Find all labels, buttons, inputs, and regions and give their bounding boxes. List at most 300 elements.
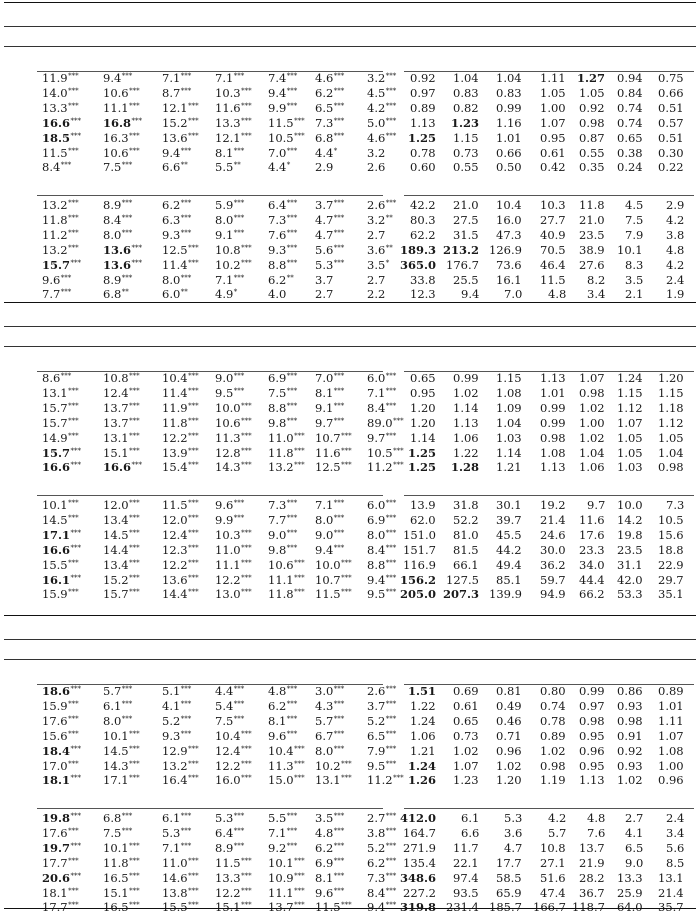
table-cell: 16.0 xyxy=(496,212,522,227)
table-cell: 25.9 xyxy=(617,885,643,900)
table-cell: 164.7 xyxy=(403,825,436,840)
table-cell: 10.8*** xyxy=(103,371,140,385)
table-cell: 35.7 xyxy=(658,900,684,914)
table-cell: 7.1*** xyxy=(162,71,192,85)
table-cell: 1.13 xyxy=(410,115,436,130)
table-cell: 52.2 xyxy=(453,512,479,527)
table-cell: 11.0*** xyxy=(162,855,199,870)
table-cell: 0.84 xyxy=(617,85,643,100)
table-cell: 13.4*** xyxy=(103,512,140,527)
block-title-rule-left xyxy=(37,808,383,809)
table-cell: 0.55 xyxy=(453,160,479,175)
table-cell: 7.5*** xyxy=(103,825,133,840)
table-cell: 4.3*** xyxy=(315,698,345,713)
table-cell: 13.0*** xyxy=(215,587,252,602)
table-cell: 7.5 xyxy=(625,212,644,227)
table-cell: 45.5 xyxy=(496,527,522,542)
table-cell: 1.15 xyxy=(453,130,479,145)
table-cell: 11.3*** xyxy=(215,430,252,445)
table-cell: 8.4*** xyxy=(367,885,397,900)
panel-top-rule xyxy=(4,302,696,303)
table-cell: 11.6 xyxy=(579,512,605,527)
table-cell: 59.7 xyxy=(540,572,566,587)
table-cell: 0.96 xyxy=(496,743,522,758)
table-cell: 2.7 xyxy=(315,287,334,302)
table-cell: 13.1 xyxy=(658,870,684,885)
table-cell: 6.8*** xyxy=(315,130,345,145)
table-cell: 12.3 xyxy=(410,287,436,302)
table-cell: 9.0 xyxy=(625,855,644,870)
table-cell: 4.8*** xyxy=(268,684,298,698)
table-cell: 1.12 xyxy=(617,400,643,415)
table-cell: 1.03 xyxy=(496,430,522,445)
table-cell: 16.6*** xyxy=(42,115,82,130)
table-cell: 7.6*** xyxy=(268,227,298,242)
table-cell: 4.2 xyxy=(666,212,685,227)
table-cell: 5.2*** xyxy=(367,840,397,855)
table-cell: 3.7*** xyxy=(315,198,345,212)
table-cell: 0.93 xyxy=(617,758,643,773)
table-cell: 10.6*** xyxy=(268,557,305,572)
table-cell: 14.6*** xyxy=(162,870,199,885)
table-cell: 1.08 xyxy=(496,385,522,400)
table-cell: 10.4*** xyxy=(268,743,305,758)
k-header-rule xyxy=(4,346,696,347)
table-cell: 8.0*** xyxy=(315,743,345,758)
table-cell: 1.01 xyxy=(540,385,566,400)
table-cell: 0.83 xyxy=(453,85,479,100)
table-cell: 1.02 xyxy=(579,400,605,415)
table-cell: 8.0*** xyxy=(315,512,345,527)
table-cell: 6.5*** xyxy=(367,728,397,743)
table-cell: 1.01 xyxy=(496,130,522,145)
table-cell: 21.0 xyxy=(579,212,605,227)
table-cell: 2.7 xyxy=(367,227,386,242)
table-cell: 13.3*** xyxy=(215,870,252,885)
table-cell: 11.6*** xyxy=(315,445,352,460)
table-cell: 11.2*** xyxy=(367,773,404,788)
table-cell: 10.1*** xyxy=(103,728,140,743)
table-cell: 1.00 xyxy=(658,758,684,773)
table-cell: 1.26 xyxy=(408,773,437,788)
table-cell: 0.99 xyxy=(496,100,522,115)
table-cell: 6.4*** xyxy=(268,198,298,212)
table-cell: 1.25 xyxy=(408,445,437,460)
table-cell: 21.4 xyxy=(658,885,684,900)
table-cell: 97.4 xyxy=(453,870,479,885)
table-cell: 19.7*** xyxy=(42,840,82,855)
table-cell: 7.5*** xyxy=(103,160,133,175)
table-cell: 9.5*** xyxy=(367,758,397,773)
table-cell: 1.05 xyxy=(617,430,643,445)
table-bottom-rule xyxy=(4,908,696,909)
table-cell: 3.2 xyxy=(367,145,386,160)
table-cell: 65.9 xyxy=(496,885,522,900)
table-cell: 185.7 xyxy=(489,900,522,914)
table-cell: 16.4*** xyxy=(162,773,199,788)
table-cell: 93.5 xyxy=(453,885,479,900)
table-cell: 8.0*** xyxy=(215,212,245,227)
table-cell: 5.3 xyxy=(504,811,523,825)
table-cell: 10.8 xyxy=(540,840,566,855)
table-cell: 81.5 xyxy=(453,542,479,557)
table-cell: 9.6*** xyxy=(315,885,345,900)
table-cell: 10.1*** xyxy=(268,855,305,870)
table-cell: 9.3*** xyxy=(268,242,298,257)
table-cell: 11.8*** xyxy=(103,855,140,870)
table-cell: 1.25 xyxy=(408,130,437,145)
table-cell: 11.3*** xyxy=(268,758,305,773)
table-cell: 0.38 xyxy=(617,145,643,160)
table-cell: 0.51 xyxy=(658,130,684,145)
table-cell: 40.9 xyxy=(540,227,566,242)
table-cell: 2.6*** xyxy=(367,684,397,698)
table-cell: 12.5*** xyxy=(162,242,199,257)
table-cell: 10.5*** xyxy=(268,130,305,145)
table-cell: 23.5 xyxy=(579,227,605,242)
table-cell: 15.7*** xyxy=(42,445,82,460)
table-cell: 10.6*** xyxy=(103,145,140,160)
table-cell: 47.4 xyxy=(540,885,566,900)
table-cell: 17.1*** xyxy=(103,773,140,788)
table-cell: 13.3*** xyxy=(215,115,252,130)
table-cell: 4.5*** xyxy=(367,85,397,100)
table-cell: 9.8*** xyxy=(268,542,298,557)
table-cell: 8.9*** xyxy=(215,840,245,855)
table-cell: 6.5*** xyxy=(315,100,345,115)
table-cell: 8.0*** xyxy=(367,527,397,542)
table-cell: 5.7*** xyxy=(315,713,345,728)
table-cell: 8.9*** xyxy=(103,272,133,287)
table-cell: 0.65 xyxy=(453,713,479,728)
table-cell: 7.7*** xyxy=(268,512,298,527)
table-cell: 6.1*** xyxy=(103,698,133,713)
table-cell: 80.3 xyxy=(410,212,436,227)
table-cell: 4.5 xyxy=(625,198,644,212)
table-cell: 12.0*** xyxy=(103,498,140,512)
table-cell: 2.7*** xyxy=(367,811,397,825)
table-cell: 0.73 xyxy=(453,728,479,743)
table-cell: 1.20 xyxy=(410,415,436,430)
table-cell: 8.4*** xyxy=(367,400,397,415)
table-cell: 35.1 xyxy=(658,587,684,602)
table-cell: 9.2*** xyxy=(268,840,298,855)
table-cell: 15.7*** xyxy=(42,257,82,272)
table-cell: 5.5*** xyxy=(268,811,298,825)
table-cell: 10.4*** xyxy=(162,371,199,385)
table-cell: 139.9 xyxy=(489,587,522,602)
table-cell: 13.3*** xyxy=(42,100,79,115)
table-cell: 365.0 xyxy=(400,257,437,272)
table-cell: 16.5*** xyxy=(103,900,140,914)
table-cell: 0.89 xyxy=(658,684,684,698)
table-cell: 4.4* xyxy=(268,160,291,175)
table-cell: 4.1*** xyxy=(162,698,192,713)
table-cell: 11.1*** xyxy=(215,557,252,572)
table-cell: 135.4 xyxy=(403,855,436,870)
table-cell: 0.99 xyxy=(540,415,566,430)
table-cell: 30.0 xyxy=(540,542,566,557)
table-cell: 66.2 xyxy=(579,587,605,602)
table-cell: 3.7 xyxy=(315,272,334,287)
table-cell: 0.92 xyxy=(410,71,436,85)
table-cell: 3.5 xyxy=(625,272,644,287)
table-cell: 8.1*** xyxy=(315,870,345,885)
table-cell: 15.2*** xyxy=(162,115,199,130)
table-cell: 15.7*** xyxy=(42,400,79,415)
table-cell: 0.89 xyxy=(540,728,566,743)
table-cell: 4.7 xyxy=(504,840,523,855)
table-cell: 9.7*** xyxy=(367,430,397,445)
table-cell: 9.5*** xyxy=(367,587,397,602)
table-cell: 18.4*** xyxy=(42,743,82,758)
table-cell: 12.1*** xyxy=(162,100,199,115)
table-cell: 30.1 xyxy=(496,498,522,512)
table-cell: 1.07 xyxy=(453,758,479,773)
table-cell: 11.9*** xyxy=(162,400,199,415)
table-cell: 15.1*** xyxy=(103,445,140,460)
table-cell: 15.6*** xyxy=(42,728,79,743)
table-cell: 8.0*** xyxy=(103,713,133,728)
table-cell: 10.3*** xyxy=(215,527,252,542)
block-title-rule-left xyxy=(37,495,383,496)
table-cell: 1.04 xyxy=(496,71,522,85)
table-cell: 5.7*** xyxy=(103,684,133,698)
table-cell: 9.6*** xyxy=(268,728,298,743)
table-cell: 17.7 xyxy=(496,855,522,870)
table-cell: 0.96 xyxy=(658,773,684,788)
table-cell: 0.80 xyxy=(540,684,566,698)
table-cell: 0.87 xyxy=(579,130,605,145)
table-cell: 94.9 xyxy=(540,587,566,602)
table-cell: 14.5*** xyxy=(42,512,79,527)
table-cell: 70.5 xyxy=(540,242,566,257)
table-cell: 0.74 xyxy=(617,100,643,115)
table-cell: 2.6*** xyxy=(367,198,397,212)
table-cell: 7.1*** xyxy=(215,71,245,85)
table-cell: 7.3*** xyxy=(268,212,298,227)
table-cell: 1.16 xyxy=(496,115,522,130)
table-cell: 6.9*** xyxy=(268,371,298,385)
table-cell: 8.1*** xyxy=(268,713,298,728)
table-cell: 8.1*** xyxy=(315,385,345,400)
table-cell: 8.5 xyxy=(666,855,685,870)
table-cell: 2.4 xyxy=(666,811,685,825)
table-cell: 0.95 xyxy=(579,758,605,773)
table-cell: 27.1 xyxy=(540,855,566,870)
table-cell: 6.3*** xyxy=(162,212,192,227)
table-cell: 9.4*** xyxy=(367,900,397,914)
table-cell: 9.9*** xyxy=(268,100,298,115)
table-cell: 0.75 xyxy=(658,71,684,85)
table-cell: 7.5*** xyxy=(268,385,298,400)
table-cell: 7.0 xyxy=(504,287,523,302)
table-cell: 10.1*** xyxy=(103,840,140,855)
table-cell: 1.05 xyxy=(617,445,643,460)
table-cell: 0.98 xyxy=(579,385,605,400)
table-cell: 8.7*** xyxy=(162,85,192,100)
table-cell: 1.00 xyxy=(579,415,605,430)
table-cell: 17.7*** xyxy=(42,855,79,870)
table-cell: 166.7 xyxy=(533,900,566,914)
table-cell: 20.6*** xyxy=(42,870,82,885)
table-cell: 10.0*** xyxy=(215,400,252,415)
table-cell: 7.0*** xyxy=(268,145,298,160)
table-cell: 6.2*** xyxy=(268,698,298,713)
table-cell: 4.0 xyxy=(268,287,287,302)
table-cell: 1.04 xyxy=(579,445,605,460)
table-cell: 1.03 xyxy=(617,460,643,475)
table-cell: 1.22 xyxy=(453,445,479,460)
table-cell: 4.9* xyxy=(215,287,238,302)
table-cell: 8.8*** xyxy=(268,400,298,415)
table-cell: 39.7 xyxy=(496,512,522,527)
table-cell: 1.02 xyxy=(453,385,479,400)
table-cell: 9.4*** xyxy=(268,85,298,100)
table-cell: 16.3*** xyxy=(103,130,140,145)
table-cell: 118.7 xyxy=(572,900,605,914)
table-cell: 12.2*** xyxy=(162,557,199,572)
table-cell: 3.2*** xyxy=(367,71,397,85)
table-cell: 1.19 xyxy=(540,773,566,788)
table-cell: 127.5 xyxy=(446,572,479,587)
table-cell: 12.4*** xyxy=(103,385,140,400)
table-cell: 319.8 xyxy=(400,900,437,914)
table-cell: 11.2*** xyxy=(42,227,79,242)
table-cell: 10.6*** xyxy=(103,85,140,100)
table-cell: 1.18 xyxy=(658,400,684,415)
table-cell: 62.0 xyxy=(410,512,436,527)
table-cell: 42.2 xyxy=(410,198,436,212)
table-cell: 1.14 xyxy=(496,445,522,460)
k-header-rule xyxy=(4,46,696,47)
table-cell: 1.27 xyxy=(577,71,606,85)
table-cell: 11.1*** xyxy=(103,100,140,115)
table-cell: 14.4*** xyxy=(162,587,199,602)
table-cell: 0.81 xyxy=(496,684,522,698)
table-cell: 0.89 xyxy=(410,100,436,115)
table-cell: 64.0 xyxy=(617,900,643,914)
table-cell: 33.8 xyxy=(410,272,436,287)
table-cell: 5.0*** xyxy=(367,115,397,130)
table-cell: 9.1*** xyxy=(315,400,345,415)
table-cell: 11.0*** xyxy=(268,430,305,445)
table-cell: 4.4* xyxy=(315,145,338,160)
table-cell: 0.97 xyxy=(579,698,605,713)
table-cell: 6.1*** xyxy=(162,811,192,825)
table-cell: 10.4*** xyxy=(215,728,252,743)
table-cell: 0.92 xyxy=(579,100,605,115)
table-cell: 6.7*** xyxy=(315,728,345,743)
table-cell: 6.6** xyxy=(162,160,188,175)
table-cell: 4.8 xyxy=(666,242,685,257)
table-cell: 8.1*** xyxy=(215,145,245,160)
table-cell: 7.7*** xyxy=(42,287,72,302)
table-cell: 10.1*** xyxy=(42,498,79,512)
table-cell: 6.4*** xyxy=(215,825,245,840)
table-cell: 1.15 xyxy=(496,371,522,385)
table-cell: 4.7*** xyxy=(315,227,345,242)
table-cell: 2.1 xyxy=(625,287,644,302)
table-cell: 12.1*** xyxy=(215,130,252,145)
table-cell: 11.8*** xyxy=(42,212,79,227)
table-cell: 1.02 xyxy=(453,743,479,758)
table-cell: 4.2 xyxy=(666,257,685,272)
table-cell: 10.0*** xyxy=(315,557,352,572)
table-cell: 126.9 xyxy=(489,242,522,257)
table-cell: 1.22 xyxy=(410,698,436,713)
table-cell: 14.3*** xyxy=(103,758,140,773)
table-cell: 227.2 xyxy=(403,885,436,900)
table-cell: 15.0*** xyxy=(268,773,305,788)
table-cell: 1.12 xyxy=(658,415,684,430)
table-cell: 21.0 xyxy=(453,198,479,212)
table-cell: 0.22 xyxy=(658,160,684,175)
table-cell: 189.3 xyxy=(400,242,437,257)
table-cell: 1.07 xyxy=(617,415,643,430)
table-cell: 5.6*** xyxy=(315,242,345,257)
table-cell: 1.13 xyxy=(540,460,566,475)
table-cell: 11.9*** xyxy=(42,71,79,85)
table-cell: 12.2*** xyxy=(162,430,199,445)
table-cell: 116.9 xyxy=(403,557,436,572)
table-cell: 14.5*** xyxy=(103,743,140,758)
table-cell: 1.05 xyxy=(540,85,566,100)
table-cell: 7.4*** xyxy=(268,71,298,85)
table-cell: 1.28 xyxy=(451,460,480,475)
table-cell: 10.0 xyxy=(617,498,643,512)
table-cell: 10.1 xyxy=(617,242,643,257)
table-cell: 11.4*** xyxy=(162,257,199,272)
table-cell: 4.8 xyxy=(587,811,606,825)
table-cell: 25.5 xyxy=(453,272,479,287)
table-cell: 0.98 xyxy=(617,713,643,728)
table-cell: 7.3*** xyxy=(367,870,397,885)
table-cell: 7.1*** xyxy=(367,385,397,400)
table-cell: 1.02 xyxy=(540,743,566,758)
table-cell: 14.4*** xyxy=(103,542,140,557)
table-cell: 13.9*** xyxy=(162,445,199,460)
table-cell: 0.99 xyxy=(540,400,566,415)
table-cell: 4.6*** xyxy=(315,71,345,85)
table-cell: 49.4 xyxy=(496,557,522,572)
table-cell: 1.11 xyxy=(540,71,566,85)
table-cell: 15.4*** xyxy=(162,460,199,475)
table-cell: 1.51 xyxy=(408,684,437,698)
table-cell: 3.4 xyxy=(666,825,685,840)
table-cell: 31.5 xyxy=(453,227,479,242)
table-cell: 8.8*** xyxy=(367,557,397,572)
table-cell: 11.5*** xyxy=(268,115,305,130)
table-cell: 23.5 xyxy=(617,542,643,557)
table-cell: 1.07 xyxy=(540,115,566,130)
table-cell: 0.66 xyxy=(496,145,522,160)
table-cell: 22.1 xyxy=(453,855,479,870)
table-cell: 9.0*** xyxy=(268,527,298,542)
table-cell: 18.1*** xyxy=(42,885,79,900)
table-cell: 29.7 xyxy=(658,572,684,587)
table-cell: 5.4*** xyxy=(215,698,245,713)
table-cell: 10.3 xyxy=(540,198,566,212)
table-cell: 3.4 xyxy=(587,287,606,302)
table-cell: 0.95 xyxy=(540,130,566,145)
table-cell: 8.6*** xyxy=(42,371,72,385)
table-cell: 62.2 xyxy=(410,227,436,242)
table-cell: 176.7 xyxy=(446,257,479,272)
table-cell: 12.2*** xyxy=(215,572,252,587)
table-cell: 10.5*** xyxy=(367,445,404,460)
table-cell: 0.57 xyxy=(658,115,684,130)
